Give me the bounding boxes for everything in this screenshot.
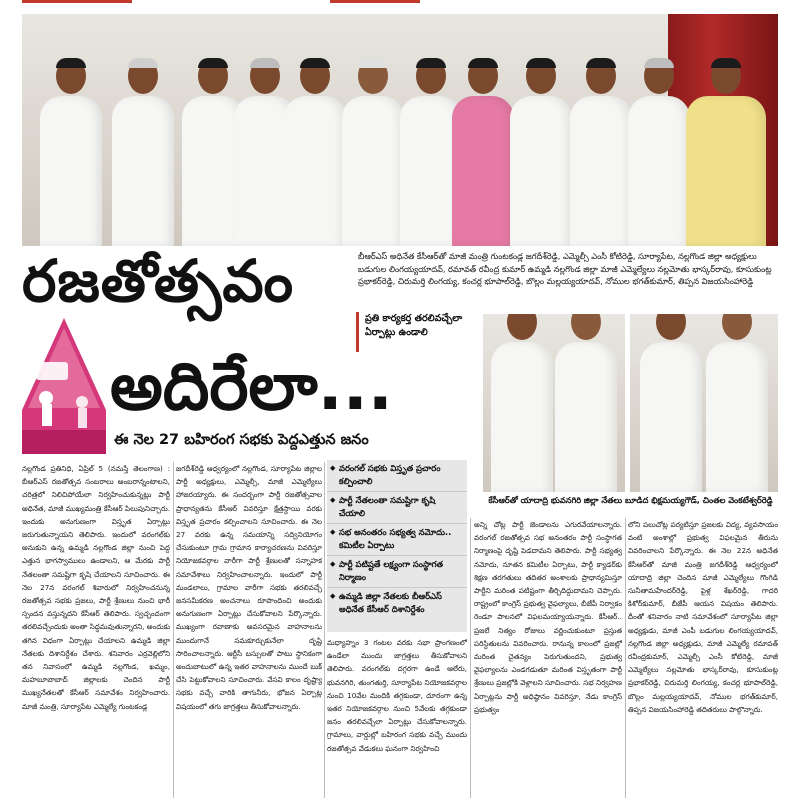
top-rule-right [330,0,420,3]
bullet-item: ◆ ఉమ్మడి జిల్లా నేతలకు బీఆర్ఎస్ అధినేత కేసీఆర్ దిశానిర్దేశం [327,588,467,619]
kicker-box [356,312,483,352]
headline-line1: రజతోత్సవం [22,247,295,315]
article-column-1: నల్లగొండ ప్రతినిధి, ఏప్రిల్ 5 (నమస్తే తెలంగాణ) : బీఆర్ఎస్ రజతోత్సవ సంబరాలు అంబరాన్నంటాలని, చరిత్రలో నిలిచిపోయేలా నిర్వహించుకున్నట్లు పార్టీ అధినేత, మాజీ ముఖ్యమంత్రి కేసీఆర్ పిలుపునిచ్చారు. ఇందుకు అనుగుణంగా విస్తృత ఏర్పాట్లు జరుగుతున్నాయని తెలిపారు. ఇందులో వరంగల్‌కు అనుకుని ఉన్న ఉమ్మడి నల్లగొండ జిల్లా నుంచి పెద్ద ఎత్తున భాగస్వాములు ఉండాలని, ఆ మేరకు పార్టీ నేతలంతా సమష్టిగా కృషి చేయాలని సూచించారు. ఈ నెల 27న వరంగల్ శివారులో నిర్వహించనున్న రజతోత్సవ సభకు ప్రజలు, పార్టీ శ్రేణులు నుంచి భారీ స్పందన వస్తున్నదని కేసీఆర్ తెలిపారు. స్వచ్ఛందంగా తరలివచ్చేందుకు అంతా సిద్ధమవుతున్నారని, అందుకు తగిన విధంగా ఏర్పాట్లు చేయాలని ఉమ్మడి జిల్లా నేతలకు దిశానిర్దేశం చేశారు. శనివారం ఎర్రవెల్లిలోని తన నివాసంలో ఉమ్మడి నల్లగొండ, ఖమ్మం, మహబూబాబాద్ జిల్లాలకు చెందిన పార్టీ ముఖ్యనేతలతో కేసీఆర్ సమావేశం నిర్వహించారు. మాజీ మంత్రి, సూర్యాపేట ఎమ్మెల్యే గుంటకండ్ల [22,464,170,711]
photo-kcr-leader-2 [630,314,778,492]
divider [324,462,325,798]
bullet-item: ◆ వరంగల్ సభకు విస్తృత ప్రచారం కల్పించాలి [327,460,467,492]
divider [625,518,626,798]
bullet-item: ◆ పార్టీ నేతలంతా సమష్టిగా కృషి చేయాలి [327,492,467,524]
bullet-item: ◆ సభ అనంతరం సభ్యత్వ నమోదు.. కమిటీల ఏర్పాటు [327,524,467,556]
divider [470,518,471,798]
kicker-text: ప్రతి కార్యకర్త తరలివచ్చేలా ఏర్పాట్లు ఉండాలి [365,313,463,338]
group-photo [22,14,778,246]
headline-line2: అదిరేలా... [110,348,393,425]
article-column-3: మధ్యాహ్నం 3 గంటల వరకు సభా ప్రాంగణంలో ఉండేలా ముందు జాగ్రత్తలు తీసుకోవాలని తెలిపారు. వరంగల్‌కు దగ్గరగా ఉండే ఆలేరు, భువనగిరి, తుంగతుర్తి, సూర్యాపేట నియోజకవర్గాల నుంచి 10వేల మందికి తగ్గకుండా, దూరంగా ఉన్న ఇతర నియోజకవర్గాల నుంచి 5వేలకు తగ్గకుండా జనం తరలివచ్చేలా ఏర్పాట్లు చేసుకోవాలన్నారు. గ్రామాలు, వార్డుల్లో బహిరంగ సభకు వచ్చే ముందు రజతోత్సవ వేడుకలు ఘనంగా నిర్వహించి [327,638,467,753]
divider [173,462,174,798]
photo-caption: బీఆర్ఎస్ అధినేత కేసీఆర్‌తో మాజీ మంత్రి గుంటకండ్ల జగదీశ్‌రెడ్డి, ఎమ్మెల్సీ ఎంసీ కోటిరెడ్డి, సూర్యాపేట, నల్లగొండ జిల్లా అధ్యక్షులు బడుగుల లింగయ్యయాదవ్, రమావత్ రవీంద్ర కుమార్ ఉమ్మడి నల్లగొండ జిల్లా మాజీ ఎమ్మెల్యేలు నల్లమోతు భాస్కర్‌రావు, కూసుకుంట్ల ప్రభాకర్‌రెడ్డి, చిరుమర్తి లింగయ్య, కంచర్ల భూపాల్‌రెడ్డి, బొల్లం మల్లయ్యయాదవ్, నోముల భగత్‌కుమార్, తిప్పన విజయసింహారెడ్డి [358,251,772,286]
photo2-caption: కేసీఆర్‌తో యాదాద్రి భువనగిరి జిల్లా నేతలు బూడిద భిక్షమయ్యగౌడ్, చింతల వెంకటేశ్వర్‌రెడ్డి [488,495,773,505]
subheadline: ఈ నెల 27 బహిరంగ సభకు పెద్దఎత్తున జనం [114,432,369,448]
photo-kcr-leader-1 [483,314,625,492]
top-rule [22,0,132,3]
bullet-item: ◆ పార్టీ పటిష్టతే లక్ష్యంగా సంస్థాగత నిర్మాణం [327,556,467,588]
article-column-4: అన్ని చోట్ల పార్టీ జెండాలను ఎగురవేయాలన్నారు. వరంగల్ రజతోత్సవ సభ అనంతరం పార్టీ సంస్థాగత నిర్మాణంపై దృష్టి పెడదామని తెలిపారు. పార్టీ సభ్యత్వ నమోదు, నూతన కమిటీల ఏర్పాటు, పార్టీ క్యాడర్‌కు శిక్షణ తరగతులు తదితర అంశాలకు ప్రాధాన్యమిస్తూ పార్టీని మరింత పటిష్టంగా తీర్చిదిద్దుదామని చెప్పారు. రాష్ట్రంలో కాంగ్రెస్ ప్రభుత్వ వైఫల్యాలు, బీజేపీ నిర్వాకం రెండూ పాలనలో విఫలమయ్యాయన్నారు. కేసీఆర్.. ప్రజలే నిత్యం రోజులు వర్ణించుకుంటూ ప్రస్తుత పరిస్థితులను వివరించారు. రానున్న కాలంలో ప్రజల్లో మరింత చైతన్యం పెరుగుతుందని, ప్రభుత్వ వైఫల్యాలను ఎండగడుతూ మరింత విస్తృతంగా పార్టీ శ్రేణులు ప్రజల్లోకి వెళ్లాలని సూచించారు. సభ నిర్వహణ ఏర్పాట్లను పార్టీ అధిష్ఠానం వివరిస్తూ, నేడు కాంగ్రెస్ ప్రభుత్వం [474,520,622,714]
brs-rally-logo [22,318,106,454]
article-column-5: లోని పలుచోట్ల పర్యటిస్తూ ప్రజలకు విద్య, వ్యవసాయం వంటి అంశాల్లో ప్రభుత్వ విఫలమైన తీరును వివరించాలని పేర్కొన్నారు. ఈ నెల 22న అధినేత కేసీఆర్‌తో మాజీ మంత్రి జగదీశ్‌రెడ్డి ఆధ్వర్యంలో యాదాద్రి జిల్లా చెందిన మాజీ ఎమ్మెల్యేలు గొంగిడి సునీతామహేందర్‌రెడ్డి, పైళ్ల శేఖర్‌రెడ్డి, గాదరి కిశోర్‌కుమార్, బీజేపీ ఆయన విషయం తెలిపారు. దీంతో శనివారం నాటి సమావేశంలో సూర్యాపేట జిల్లా అధ్యక్షుడు, మాజీ ఎంపీ బడుగుల లింగయ్యయాదవ్, నల్లగొండ జిల్లా అధ్యక్షుడు, మాజీ ఎమ్మెల్యే రమావత్ రవీంద్రకుమార్, ఎమ్మెల్సీ ఎంసీ కోటిరెడ్డి, మాజీ ఎమ్మెల్యేలు నల్లమోతు భాస్కర్‌రావు, కూసుకుంట్ల ప్రభాకర్‌రెడ్డి, చిరుమర్తి లింగయ్య, కంచర్ల భూపాల్‌రెడ్డి, బొల్లం మల్లయ్యయాదవ్, నోముల భగత్‌కుమార్, తిప్పన విజయసింహారెడ్డి తదితరులు పాల్గొన్నారు. [628,520,778,714]
bullet-box [327,460,467,632]
article-column-2: జగదీశ్‌రెడ్డి ఆధ్వర్యంలో నల్లగొండ, సూర్యాపేట జిల్లాల పార్టీ అధ్యక్షులు, ఎమ్మెల్సీ, మాజీ ఎమ్మెల్యేలు హాజరయ్యారు. ఈ సందర్భంగా పార్టీ రజతోత్సవాల ప్రాధాన్యతను కేసీఆర్ వివరిస్తూ క్షేత్రస్థాయి వరకు విస్తృత ప్రచారం కల్పించాలని సూచించారు. ఈ నెల 27 వరకు ఉన్న సమయాన్ని సద్వినియోగం చేసుకుంటూ గ్రామ గ్రామాన కార్యాచరణను వివరిస్తూ నియోజకవర్గాల వారీగా పార్టీ శ్రేణులతో సన్నాహక సమావేశాలు నిర్వహించాలన్నారు. ఇందులో పార్టీ మండలాలు, గ్రామాల వారీగా సభకు తరలివచ్చే జనసమీకరణ అంచనాలు రూపొందించి అందుకు అనుగుణంగా ఏర్పాట్లు చేసుకోవాలని పేర్కొన్నారు. ముఖ్యంగా రవాణాకు అవసరమైన వాహనాలను ముందుగానే సమకూర్చుకునేలా దృష్టి సారించాలన్నారు. ఆర్టీసీ బస్సులతో పాటు స్థానికంగా అందుబాటులో ఉన్న ఇతర వాహనాలను ముందే బుక్ చేసి పెట్టుకోవాలని సూచించారు. వేసవి కాలం దృష్ట్యా సభకు వచ్చే వారికి తాగునీరు, భోజన ఏర్పాట్ల విషయంలో తగు జాగ్రత్తలు తీసుకోవాలన్నారు. [176,464,322,711]
